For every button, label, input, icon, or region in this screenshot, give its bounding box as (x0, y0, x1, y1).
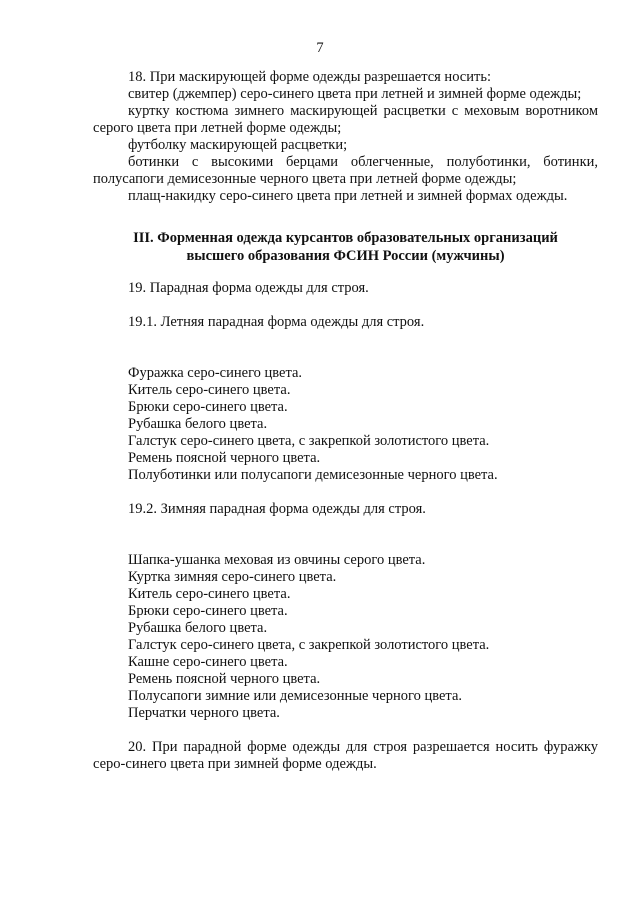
section-heading-line: высшего образования ФСИН России (мужчины) (186, 248, 505, 264)
summer-item: Полуботинки или полусапоги демисезонные черного цвета. (128, 467, 498, 483)
section-heading-line: III. Форменная одежда курсантов образовательных организаций (133, 230, 558, 246)
winter-item: Перчатки черного цвета. (128, 705, 280, 721)
section-18-item: футболку маскирующей расцветки; (128, 137, 348, 153)
item-19-title: 19. Парадная форма одежды для строя. (128, 280, 369, 296)
winter-item: Ремень поясной черного цвета. (128, 671, 321, 687)
winter-item: Полусапоги зимние или демисезонные черного цвета. (128, 688, 463, 704)
section-heading (93, 229, 598, 265)
item-19-1-title: 19.1. Летняя парадная форма одежды для строя. (128, 314, 425, 330)
summer-item: Китель серо-синего цвета. (128, 382, 291, 398)
section-18-intro: 18. При маскирующей форме одежды разрешается носить: (128, 69, 491, 85)
winter-item: Кашне серо-синего цвета. (128, 654, 288, 670)
winter-item: Куртка зимняя серо-синего цвета. (128, 569, 337, 585)
summer-item: Рубашка белого цвета. (128, 416, 268, 432)
winter-item: Шапка-ушанка меховая из овчины серого цвета. (128, 552, 426, 568)
winter-item: Рубашка белого цвета. (128, 620, 268, 636)
summer-item: Фуражка серо-синего цвета. (128, 365, 303, 381)
winter-item: Галстук серо-синего цвета, с закрепкой золотистого цвета. (128, 637, 490, 653)
winter-item: Китель серо-синего цвета. (128, 586, 291, 602)
item-20-paragraph: 20. При парадной форме одежды для строя разрешается носить фуражку серо-синего цвета при зимней форме одежды. (93, 739, 598, 772)
summer-item: Галстук серо-синего цвета, с закрепкой золотистого цвета. (128, 433, 490, 449)
summer-item: Ремень поясной черного цвета. (128, 450, 321, 466)
section-18-item: свитер (джемпер) серо-синего цвета при летней и зимней форме одежды; (128, 86, 582, 102)
summer-item: Брюки серо-синего цвета. (128, 399, 288, 415)
uniform-list (93, 280, 598, 773)
section-18-item: куртку костюма зимнего маскирующей расцветки с меховым воротником серого цвета при летней форме одежды; (93, 103, 598, 136)
section-18-item: ботинки с высокими берцами облегченные, полуботинки, ботинки, полусапоги демисезонные черного цвета при летней форме одежды; (93, 154, 598, 187)
item-19-2-title: 19.2. Зимняя парадная форма одежды для строя. (128, 501, 426, 517)
page-number: 7 (316, 40, 324, 56)
section-18 (93, 69, 598, 205)
winter-item: Брюки серо-синего цвета. (128, 603, 288, 619)
section-18-item: плащ-накидку серо-синего цвета при летней и зимней формах одежды. (128, 188, 568, 204)
